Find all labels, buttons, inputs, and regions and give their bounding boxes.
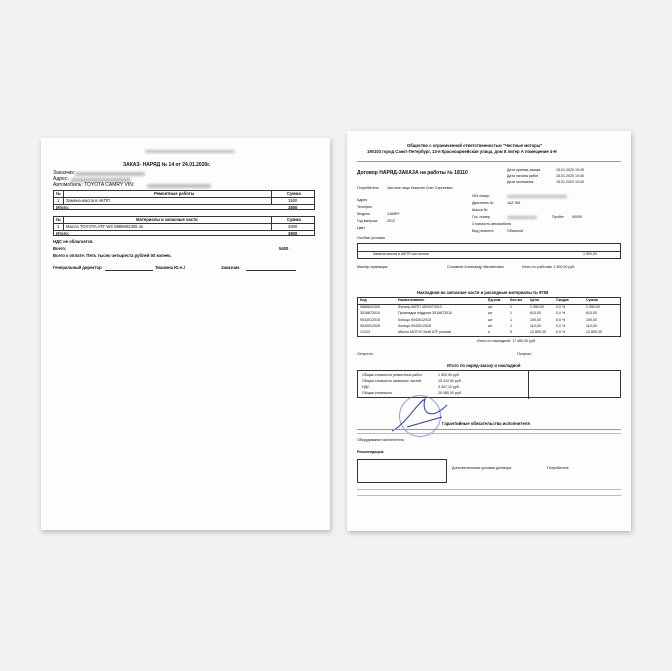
address-label: Адрес: [53,176,69,182]
parts-cell: 1 [510,305,512,309]
model-field: Модель [357,212,370,216]
summary-vat-value: 3 347,12 руб. [438,385,460,389]
year-value: 2012 [387,219,395,223]
master-label: Мастер-приемщик [357,265,388,269]
parts-cell: 1/1/23 [360,330,370,335]
address-field: Адрес [357,198,368,202]
released-label: Отпустил [357,352,373,356]
date-start-label: Дата начала работ [507,174,539,178]
summary-title: Итого по наряд-заказу и накладной [447,363,521,368]
car-label: Автомобиль: TOYOTA CAMRY VIN: [53,182,135,188]
parts-col-header: Скидка [556,298,569,302]
parts-cell: 610,00 [586,311,597,316]
grand-total: 5400 [279,246,289,251]
parts-total-note: Итого по накладной: 17 460,00 руб. [477,339,536,343]
parts-cell: 5 [510,330,512,335]
model-value: CAMRY [387,212,400,216]
redacted-header [145,150,235,153]
work-order-sheet-left [41,138,330,530]
parts-cell: шт [488,311,493,316]
parts-cell: 610,00 [530,311,541,316]
year-field: Год выпуска [357,219,378,223]
parts-cell: 110,00 [586,323,597,328]
parts-col-header: Наименование [398,298,425,302]
works-table-right [357,243,621,259]
parts-cell: л [488,330,491,335]
parts-cell: 1 [510,317,512,322]
car-cost-field: Стоимость автомобиля [472,222,512,226]
parts-cell: 190,00 [586,317,597,322]
consumer-value: Частное лицо Никитин Олег Сергеевич [387,186,453,190]
total-in-words: Всего к оплате: Пять тысяч четыреста рублей 00 копеек. [53,253,172,258]
recommendations-label: Рекомендации: [357,450,385,454]
works-table [53,190,315,210]
summary-total-value: 20 080,00 руб. [438,391,462,395]
parts-cell: 9043012028 [360,323,380,328]
master-name: Соловьев Александр Михайлович [447,265,505,269]
customer-label: Заказчик: [53,170,75,176]
parts-cell: Кольцо 9043012028 [398,323,431,328]
grand-label: Всего: [53,246,67,251]
parts-cell: 12 800,00 [530,330,546,335]
parts-col-header: Цена [530,298,539,302]
mileage-value: 90000 [572,215,582,219]
works-total-note: Итого по работам: 1 500,00 руб. [522,265,576,269]
parts-col-sum: Сумма [287,217,301,222]
parts-col-no: № [56,217,61,222]
summary-works-label: Общая стоимость ремонтных работ [362,373,423,377]
redacted-plate [507,216,537,219]
director-name: Тишкина Ю.А./ [155,265,185,270]
parts-cell: 2 950,00 [530,305,544,309]
date-received-label: Дата приема заказа [507,168,541,172]
color-field: Цвет [357,226,366,230]
received-label: Получил [517,352,532,356]
works-row-sum: 1500 [288,198,298,203]
equipment-label: Оборудование исполнителя [357,438,404,442]
parts-cell: 0,0 % [556,311,566,316]
summary-parts-label: Общая стоимость запасных частей [362,379,421,383]
guarantee-title: Гарантийные обязательства исполнителя [442,421,530,426]
parts-row-sum: 3900 [288,224,298,229]
repair-type-value: Обычный [507,229,523,233]
engine-value: 1AZ 961 [507,201,521,205]
works-row-no: 1 [57,198,60,203]
parts-table [53,216,315,236]
org-address: 190103 город Санкт-Петербург, 13-я Красноармейская улица, дом 8 литер А помещение 4-Н [367,149,557,154]
vin-field: VIN номер [472,194,490,198]
parts-col-header: Ед.изм. [488,298,502,302]
summary-parts-value: 15 412,00 руб. [438,379,462,383]
parts-cell: шт [488,323,493,328]
parts-total: 3900 [288,230,298,236]
parts-col-header: Кол-во [510,298,523,302]
extra-terms: Дополнительные условия договора [452,466,512,470]
date-end-label: Дата окончания [507,180,534,184]
parts-invoice-title: Накладная на запасные части и расходные материалы № 9756 [417,290,549,295]
parts-cell: 0,0 % [556,323,566,328]
consumer-label: Потребитель [357,186,379,190]
parts-row-no: 1 [57,224,60,229]
works-row-name: Замена масла в АКПП [66,198,110,203]
consumer-sign-label: Потребитель [547,466,569,470]
parts-cell: Прокладка поддона 3516873010 [398,311,453,316]
parts-cell: 1 [510,311,512,316]
parts-row-name: Масло TOYOTA ATF WS 0888602305 4л [66,224,144,229]
parts-invoice-table [357,297,621,337]
works-col-sum: Сумма [287,191,301,196]
terms-box-left [357,459,447,483]
order-title: ЗАКАЗ- НАРЯД № 14 от 24.01.2020г. [123,162,211,168]
date-start-value: 15.01.2020 10:40 [556,174,584,178]
work-row-cost: 1 500,00 [583,252,597,256]
parts-cell: 0,0 % [556,330,566,335]
parts-cell: 1 [510,323,512,328]
date-received-value: 15.01.2020 10:40 [556,168,584,172]
parts-cell: Кольцо 9043012015 [398,317,431,322]
client-label: Заказчик [221,265,240,270]
works-col-name: Ремонтные работы [154,191,195,196]
works-total: 1500 [288,204,298,210]
parts-cell: 0,0 % [556,317,566,322]
contract-title: Договор НАРЯД-ЗАКАЗА на работы № 18110 [357,170,468,176]
parts-cell: шт [488,305,493,309]
mileage-label: Пробег [552,215,564,219]
repair-type-field: Вид ремонта [472,229,494,233]
summary-vat-label: НДС [362,385,370,389]
summary-works-value: 1 500,00 руб. [438,373,460,377]
parts-col-header: Сумма [586,298,598,302]
parts-total-label: Итого: [56,230,70,236]
parts-cell: 3516873010 [360,311,380,316]
redacted-vin-right [507,195,567,198]
parts-cell: 2 950,00 [586,305,600,309]
chassis-field: Шасси № [472,208,488,212]
director-label: Генеральный директор [53,265,102,270]
work-order-sheet-right [347,131,631,531]
engine-field: Двигатель № [472,201,494,205]
signature [387,393,457,437]
parts-cell: Фильтр АКПП 3533073010 [398,305,442,309]
redacted-vin [147,184,211,188]
redacted-customer [75,172,145,176]
summary-total-label: Общая стоимость [362,391,392,395]
parts-cell: 190,00 [530,317,541,322]
special-conditions: Особые условия [357,236,385,240]
parts-col-header: Код [360,298,367,302]
org-name: Общество с ограниченной ответственностью "Честные моторы" [407,143,543,148]
parts-cell: 0,0 % [556,305,566,309]
plate-field: Гос. номер [472,215,490,219]
works-total-label: Итого: [56,204,70,210]
parts-cell: 12 800,00 [586,330,602,335]
work-row-name: Замена масла в АКПП частичная [373,252,429,256]
parts-cell: шт [488,317,493,322]
parts-cell: 0888602305 [360,305,380,309]
parts-cell: Масло МОТУЛ Multi ATF розлив [398,330,451,335]
vat-note: НДС не облагается. [53,239,94,244]
works-col-no: № [56,191,61,196]
date-end-value: 15.01.2020 10:40 [556,180,584,184]
phone-field: Телефон [357,205,372,209]
parts-cell: 9043012015 [360,317,380,322]
parts-col-name: Материалы и запасные части [136,217,198,222]
parts-cell: 110,00 [530,323,541,328]
